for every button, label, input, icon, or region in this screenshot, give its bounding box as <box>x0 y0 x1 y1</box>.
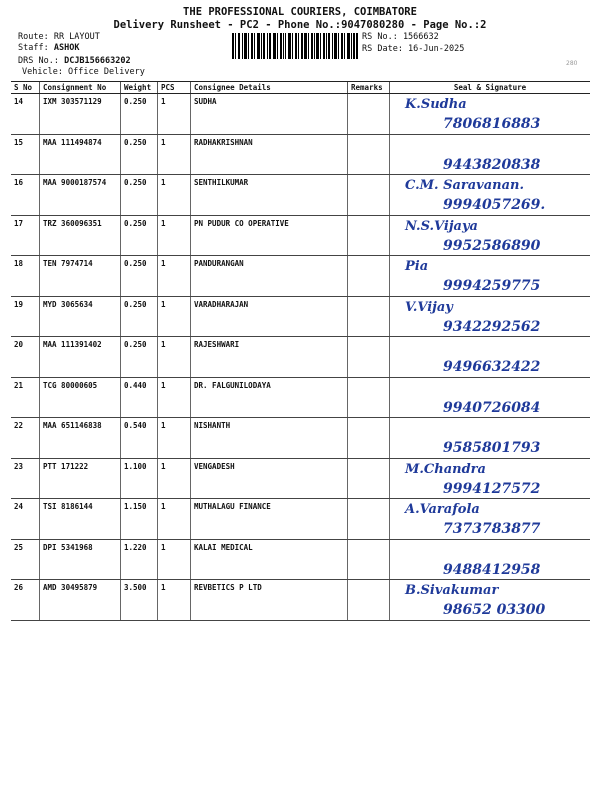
row-pcs: 1 <box>158 539 191 580</box>
row-consignee: PN PUDUR CO OPERATIVE <box>191 215 348 256</box>
drs-field <box>18 56 131 66</box>
row-remarks <box>348 418 390 459</box>
signature-phone: 9585801793 <box>443 440 541 456</box>
signature-name: N.S.Vijaya <box>405 218 478 234</box>
row-consignee: DR. FALGUNILODAYA <box>191 377 348 418</box>
barcode-image <box>232 33 358 59</box>
handwritten-signature <box>393 580 600 622</box>
row-remarks <box>348 337 390 378</box>
signature-name: A.Varafola <box>405 502 480 517</box>
row-consignee: MUTHALAGU FINANCE <box>191 499 348 540</box>
handwritten-signature <box>393 540 600 582</box>
row-remarks <box>348 458 390 499</box>
row-consignee: REVBETICS P LTD <box>191 580 348 621</box>
row-remarks <box>348 296 390 337</box>
signature-area <box>393 300 587 336</box>
row-remarks <box>348 539 390 580</box>
col-header-consignee: Consignee Details <box>191 82 348 94</box>
signature-area <box>393 543 587 579</box>
signature-area <box>393 259 587 295</box>
signature-area <box>393 340 587 376</box>
row-sno: 22 <box>11 418 40 459</box>
signature-phone: 98652 03300 <box>443 602 546 618</box>
handwritten-signature <box>393 337 600 379</box>
row-consignee: SENTHILKUMAR <box>191 175 348 216</box>
row-consignment-no: TEN 7974714 <box>40 256 121 297</box>
rs-date: RS Date: 16-Jun-2025 <box>362 44 465 54</box>
row-consignment-no: DPI 5341968 <box>40 539 121 580</box>
handwritten-signature <box>393 256 600 298</box>
row-pcs: 1 <box>158 418 191 459</box>
row-weight: 0.250 <box>121 215 158 256</box>
drs-value: DCJB156663202 <box>64 56 131 66</box>
col-header-signature: Seal & Signature <box>390 82 591 94</box>
signature-area <box>393 381 587 417</box>
row-pcs: 1 <box>158 337 191 378</box>
row-consignment-no: IXM 303571129 <box>40 94 121 135</box>
staff-label: Staff: <box>18 43 49 53</box>
row-sno: 21 <box>11 377 40 418</box>
signature-name: C.M. Saravanan. <box>405 178 524 193</box>
row-sno: 18 <box>11 256 40 297</box>
col-header-remarks: Remarks <box>348 82 390 94</box>
runsheet-subtitle: Delivery Runsheet - PC2 - Phone No.:9047080280 - Page No.:2 <box>113 19 487 31</box>
col-header-sno: S No <box>11 82 40 94</box>
row-consignee: VARADHARAJAN <box>191 296 348 337</box>
table-row <box>11 175 590 216</box>
row-sno: 19 <box>11 296 40 337</box>
handwritten-signature <box>393 418 600 460</box>
row-weight: 1.100 <box>121 458 158 499</box>
drs-label: DRS No.: <box>18 56 59 66</box>
signature-phone: 9994259775 <box>443 278 541 294</box>
row-consignee: RADHAKRISHNAN <box>191 134 348 175</box>
table-row <box>11 337 590 378</box>
col-header-pcs: PCS <box>158 82 191 94</box>
row-consignment-no: TSI 8186144 <box>40 499 121 540</box>
signature-phone: 9994057269. <box>443 197 546 213</box>
row-consignee: RAJESHWARI <box>191 337 348 378</box>
signature-name: Pia <box>405 259 429 274</box>
row-sno: 24 <box>11 499 40 540</box>
handwritten-signature <box>393 175 600 217</box>
row-signature <box>390 296 591 337</box>
row-pcs: 1 <box>158 134 191 175</box>
row-consignment-no: PTT 171222 <box>40 458 121 499</box>
signature-area <box>393 97 587 133</box>
company-title: THE PROFESSIONAL COURIERS, COIMBATORE <box>183 6 417 18</box>
row-consignment-no: MAA 9000187574 <box>40 175 121 216</box>
row-signature <box>390 458 591 499</box>
table-row <box>11 296 590 337</box>
handwritten-signature <box>393 459 600 501</box>
signature-phone: 9952586890 <box>443 237 541 254</box>
route-label: Route: RR LAYOUT <box>18 32 100 42</box>
table-row <box>11 580 590 621</box>
row-pcs: 1 <box>158 458 191 499</box>
table-row <box>11 377 590 418</box>
col-header-consignment: Consignment No <box>40 82 121 94</box>
row-consignment-no: MYD 3065634 <box>40 296 121 337</box>
row-weight: 0.250 <box>121 94 158 135</box>
signature-area <box>393 138 587 174</box>
col-header-weight: Weight <box>121 82 158 94</box>
row-consignee: VENGADESH <box>191 458 348 499</box>
staff-field <box>18 43 79 53</box>
row-sno: 26 <box>11 580 40 621</box>
vehicle-label: Vehicle: Office Delivery <box>22 67 145 77</box>
row-remarks <box>348 377 390 418</box>
row-pcs: 1 <box>158 256 191 297</box>
handwritten-signature <box>393 94 600 136</box>
row-consignment-no: MAA 111391402 <box>40 337 121 378</box>
row-weight: 0.440 <box>121 377 158 418</box>
row-pcs: 1 <box>158 94 191 135</box>
staff-value: ASHOK <box>53 43 80 53</box>
signature-area <box>393 583 587 619</box>
row-sno: 25 <box>11 539 40 580</box>
signature-area <box>393 421 587 457</box>
row-signature <box>390 256 591 297</box>
row-signature <box>390 134 591 175</box>
signature-name: K.Sudha <box>405 97 467 112</box>
table-row <box>11 256 590 297</box>
row-pcs: 1 <box>158 215 191 256</box>
row-signature <box>390 337 591 378</box>
row-weight: 0.250 <box>121 134 158 175</box>
row-pcs: 1 <box>158 580 191 621</box>
row-consignment-no: AMD 30495879 <box>40 580 121 621</box>
row-weight: 0.540 <box>121 418 158 459</box>
row-sno: 20 <box>11 337 40 378</box>
row-consignee: KALAI MEDICAL <box>191 539 348 580</box>
row-pcs: 1 <box>158 499 191 540</box>
signature-phone: 9488412958 <box>443 561 541 578</box>
signature-name: B.Sivakumar <box>405 583 499 598</box>
row-weight: 0.250 <box>121 256 158 297</box>
row-pcs: 1 <box>158 377 191 418</box>
page-mark: 280 <box>566 60 578 67</box>
row-remarks <box>348 94 390 135</box>
row-signature <box>390 539 591 580</box>
row-sno: 14 <box>11 94 40 135</box>
row-consignee: NISHANTH <box>191 418 348 459</box>
signature-phone: 9443820838 <box>443 156 541 173</box>
row-consignee: SUDHA <box>191 94 348 135</box>
row-weight: 1.220 <box>121 539 158 580</box>
row-sno: 23 <box>11 458 40 499</box>
row-remarks <box>348 215 390 256</box>
row-weight: 3.500 <box>121 580 158 621</box>
table-row <box>11 539 590 580</box>
row-weight: 0.250 <box>121 175 158 216</box>
handwritten-signature <box>393 216 600 258</box>
signature-phone: 9940726084 <box>443 399 541 416</box>
table-row <box>11 499 590 540</box>
handwritten-signature <box>393 499 600 541</box>
row-sno: 16 <box>11 175 40 216</box>
runsheet-table <box>11 81 590 621</box>
signature-phone: 9496632422 <box>443 359 541 375</box>
signature-area <box>393 462 587 498</box>
row-sno: 17 <box>11 215 40 256</box>
row-signature <box>390 175 591 216</box>
row-weight: 1.150 <box>121 499 158 540</box>
table-row <box>11 134 590 175</box>
signature-phone: 9994127572 <box>443 480 541 497</box>
row-signature <box>390 499 591 540</box>
signature-area <box>393 502 587 538</box>
signature-area <box>393 219 587 255</box>
row-consignment-no: TRZ 360096351 <box>40 215 121 256</box>
row-consignment-no: MAA 651146838 <box>40 418 121 459</box>
row-consignee: PANDURANGAN <box>191 256 348 297</box>
row-signature <box>390 94 591 135</box>
signature-name: V.Vijay <box>405 299 453 315</box>
row-signature <box>390 377 591 418</box>
handwritten-signature <box>393 135 600 177</box>
row-remarks <box>348 256 390 297</box>
signature-phone: 9342292562 <box>443 318 541 335</box>
row-consignment-no: TCG 80000605 <box>40 377 121 418</box>
row-weight: 0.250 <box>121 337 158 378</box>
rs-number: RS No.: 1566632 <box>362 32 439 42</box>
handwritten-signature <box>393 297 600 339</box>
row-signature <box>390 580 591 621</box>
table-row <box>11 458 590 499</box>
row-pcs: 1 <box>158 175 191 216</box>
table-header-row <box>11 82 590 94</box>
row-signature <box>390 215 591 256</box>
row-remarks <box>348 580 390 621</box>
table-row <box>11 94 590 135</box>
row-remarks <box>348 134 390 175</box>
row-remarks <box>348 175 390 216</box>
row-pcs: 1 <box>158 296 191 337</box>
table-row <box>11 418 590 459</box>
row-weight: 0.250 <box>121 296 158 337</box>
signature-area <box>393 178 587 214</box>
signature-phone: 7373783877 <box>443 521 541 537</box>
signature-name: M.Chandra <box>405 461 486 477</box>
row-remarks <box>348 499 390 540</box>
row-sno: 15 <box>11 134 40 175</box>
row-consignment-no: MAA 111494874 <box>40 134 121 175</box>
signature-phone: 7806816883 <box>443 116 541 132</box>
row-signature <box>390 418 591 459</box>
handwritten-signature <box>393 378 600 420</box>
table-row <box>11 215 590 256</box>
